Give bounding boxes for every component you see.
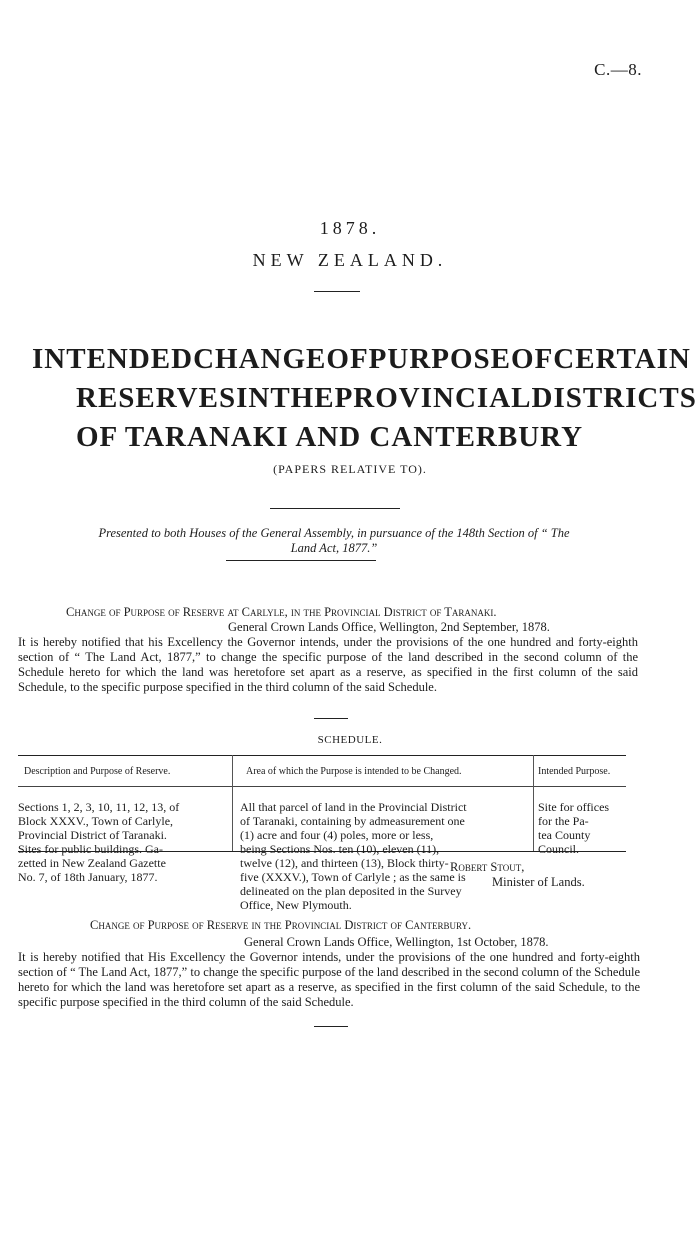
title-word: CHANGE [193,343,327,375]
schedule-cell-line: twelve (12), and thirteen (13), Block thirty- [240,856,449,870]
schedule-cell-line: All that parcel of land in the Provincial District [240,800,467,814]
title-word: OF [326,343,369,375]
title-word: PROVINCIAL [334,382,532,414]
schedule-cell-description [18,800,179,884]
title-word: RESERVES [76,382,237,414]
title-word: CERTAIN [553,343,691,375]
document-reference: C.—8. [594,60,642,79]
schedule-column-divider [533,755,534,851]
title-word: DISTRICTS [531,382,697,414]
subtitle: (PAPERS RELATIVE TO). [273,462,427,476]
title-word: INTENDED [32,343,194,375]
title-word: THE [270,382,335,414]
schedule-cell-line: Office, New Plymouth. [240,898,352,912]
schedule-cell-line: of Taranaki, containing by admeasurement one [240,814,465,828]
schedule-header-purpose: Intended Purpose. [538,766,611,777]
schedule-cell-line: (1) acre and four (4) poles, more or less, [240,828,434,842]
notice-office-taranaki: General Crown Lands Office, Wellington, 2nd September, 1878. [228,620,550,634]
schedule-title: SCHEDULE. [317,734,383,746]
schedule-cell-line: No. 7, of 18th January, 1877. [18,870,158,884]
signatory-title: Minister of Lands. [492,875,585,889]
document-year: 1878. [319,218,381,238]
schedule-cell-line: tea County [538,828,591,842]
separator-rule [314,1026,348,1027]
title-word: IN [236,382,271,414]
notice-heading-taranaki: Change of Purpose of Reserve at Carlyle, in the Provincial District of Taranaki. [66,605,497,619]
notice-heading-canterbury: Change of Purpose of Reserve in the Provincial District of Canterbury. [90,918,472,932]
notice-body-canterbury: It is hereby notified that His Excellency the Governor intends, under the provisions of the one hundred and forty-eighth section of “ The Land Act, 1877,” to change the specific purpose of the land described in the second column of the Schedule hereto for which the land was heretofore set apart as a reserve, as specified in the first column of the said Schedule, to the specific purpose specified in the third column of the said Schedule. [18,950,640,1009]
title-word: OF [511,343,554,375]
schedule-cell-line: Block XXXV., Town of Carlyle, [18,814,174,828]
schedule-header-description: Description and Purpose of Reserve. [24,766,171,777]
presented-line-1: Presented to both Houses of the General Assembly, in pursuance of the 148th Section of “ The [98,526,570,540]
schedule-cell-area [240,800,467,912]
schedule-cell-line: five (XXXV.), Town of Carlyle ; as the same is [240,870,466,884]
separator-rule [314,291,360,292]
presented-note [34,526,634,556]
separator-rule [314,718,348,719]
signatory-name: Robert Stout, [450,860,525,874]
title-line-1 [32,343,691,375]
notice-office-canterbury: General Crown Lands Office, Wellington, 1st October, 1878. [244,935,549,949]
notice-body-taranaki: It is hereby notified that his Excellency the Governor intends, under the provisions of the one hundred and forty-eighth section of “ The Land Act, 1877,” to change the specific purpose of the land described in the second column of the Schedule hereto for which the land was heretofore set apart as a reserve, as specified in the first column of the said Schedule, to the specific purpose specified in the third column of the said Schedule. [18,635,638,694]
schedule-cell-line: Council. [538,842,579,856]
schedule-cell-line: zetted in New Zealand Gazette [18,856,166,870]
document-country: NEW ZEALAND. [252,250,448,270]
title-line-3: OF TARANAKI AND CANTERBURY [76,421,584,453]
schedule-cell-line: Site for offices [538,800,610,814]
schedule-cell-line: Provincial District of Taranaki. [18,828,167,842]
presented-line-2: Land Act, 1877.” [290,541,378,555]
schedule-cell-line: Sites for public buildings. Ga- [18,842,163,856]
schedule-cell-line: for the Pa- [538,814,589,828]
schedule-column-divider [232,755,233,851]
title-line-2 [76,382,697,414]
title-word: PURPOSE [368,343,512,375]
schedule-header-area: Area of which the Purpose is intended to be Changed. [246,766,462,777]
schedule-cell-line: being Sections Nos. ten (10), eleven (11), [240,842,440,856]
schedule-cell-line: delineated on the plan deposited in the Survey [240,884,462,898]
separator-rule [270,508,400,509]
separator-rule [226,560,376,561]
schedule-top-rule [18,755,626,756]
schedule-cell-line: Sections 1, 2, 3, 10, 11, 12, 13, of [18,800,180,814]
schedule-cell-purpose [538,800,609,856]
schedule-header-rule [18,786,626,787]
